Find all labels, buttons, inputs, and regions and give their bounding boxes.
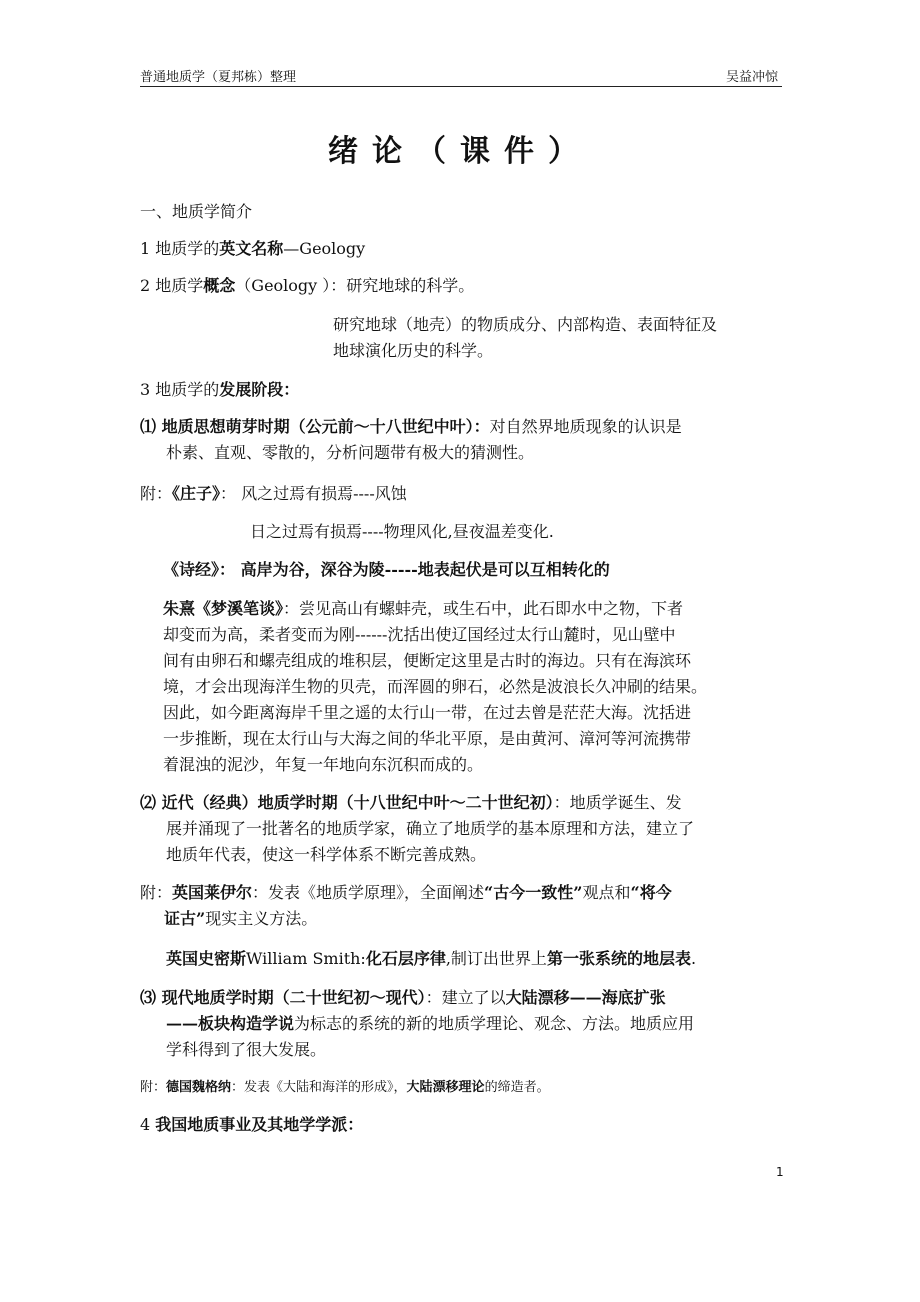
item-1-bold: 英文名称	[219, 239, 284, 258]
zhuangzi-bold: 《庄子》	[172, 484, 221, 503]
zhuangzi-prefix: 附：	[140, 484, 173, 503]
zhuxi-line: 境，才会出现海洋生物的贝壳，而浑圆的卵石，必然是波浪长久冲刷的结果。	[163, 677, 708, 696]
smith-table: 第一张系统的地层表	[546, 949, 691, 968]
zhuangzi-note	[140, 481, 407, 507]
page-number: 1	[776, 1165, 784, 1179]
lyell-prefix: 附：	[140, 883, 173, 902]
stage-3-title: 现代地质学时期（二十世纪初～现代）	[156, 988, 426, 1007]
wegener-prefix: 附：	[140, 1080, 167, 1095]
lyell-term-2: “将今	[630, 883, 672, 902]
item-4-bold: 我国地质事业及其地学学派：	[155, 1115, 364, 1134]
lyell-text-2: 观点和	[582, 883, 631, 902]
stage-3-text: ：建立了以	[425, 988, 506, 1007]
zhuxi-first: ：尝见高山有螺蚌壳，或生石中，此石即水中之物，下者	[283, 599, 684, 618]
item-3-bold: 发展阶段：	[219, 380, 300, 399]
stage-2-line	[140, 790, 694, 816]
section-heading-1: 一、地质学简介	[140, 202, 253, 221]
zhuangzi-line2: 日之过焉有损焉----物理风化,昼夜温差变化.	[250, 522, 554, 541]
item-2-suffix: （Geology ）：研究地球的科学。	[235, 276, 475, 295]
smith-note	[166, 946, 696, 972]
stage-2-text: ：地质学诞生、发	[553, 793, 682, 812]
smith-name: 英国史密斯	[166, 949, 247, 968]
item-2	[140, 273, 474, 299]
wegener-text: ：发表《大陆和海洋的形成》，	[231, 1080, 407, 1095]
definition-line: 地球演化历史的科学。	[333, 341, 494, 360]
stage-3	[140, 985, 694, 1063]
stage-2-line: 展并涌现了一批著名的地质学家，确立了地质学的基本原理和方法，建立了	[166, 819, 695, 838]
stage-1-label: ⑴	[140, 417, 157, 436]
zhuxi-line: 却变而为高，柔者变而为刚------沈括出使辽国经过太行山麓时，见山壁中	[163, 625, 676, 644]
zhuxi-line: 一步推断，现在太行山与大海之间的华北平原，是由黄河、漳河等河流携带	[163, 729, 692, 748]
lyell-suffix: 现实主义方法。	[205, 909, 318, 928]
lyell-name: 英国莱伊尔	[172, 883, 253, 902]
zhuxi-line: 着混浊的泥沙，年复一年地向东沉积而成的。	[163, 755, 484, 774]
stage-3-line	[140, 985, 694, 1011]
item-2-prefix: 2 地质学	[140, 276, 204, 295]
stage-2-label: ⑵	[140, 793, 157, 812]
stage-2	[140, 790, 694, 868]
lyell-term-2b: 证古”	[164, 909, 206, 928]
stage-3-term: 大陆漂移——海底扩张	[505, 988, 666, 1007]
smith-law: 化石层序律	[365, 949, 446, 968]
wegener-note	[140, 1075, 550, 1101]
item-1	[140, 236, 365, 262]
zhuxi-line: 因此，如今距离海岸千里之遥的太行山一带，在过去曾是茫茫大海。沈括进	[163, 703, 692, 722]
item-4-prefix: 4	[140, 1115, 156, 1134]
wegener-suffix: 的缔造者。	[484, 1080, 550, 1095]
stage-1-line2: 朴素、直观、零散的，分析问题带有极大的猜测性。	[166, 443, 535, 462]
wegener-theory: 大陆漂移理论	[406, 1080, 485, 1095]
stage-1-text: 对自然界地质现象的认识是	[489, 417, 682, 436]
item-2-bold: 概念	[203, 276, 236, 295]
header-left: 普通地质学（夏邦栋）整理	[140, 70, 297, 85]
smith-text: ,制订出世界上	[445, 949, 547, 968]
lyell-term-1: “古今一致性”	[484, 883, 583, 902]
stage-1	[140, 414, 682, 466]
lyell-line2	[140, 906, 672, 932]
zhuxi-line: 间有由卵石和螺壳组成的堆积层，便断定这里是古时的海边。只有在海滨环	[163, 651, 692, 670]
item-2-definition	[333, 312, 717, 364]
item-1-prefix: 1 地质学的	[140, 239, 220, 258]
stage-3-line3: 学科得到了很大发展。	[166, 1040, 327, 1059]
page-header	[140, 66, 782, 87]
item-4	[140, 1112, 363, 1138]
wegener-name: 德国魏格纳	[166, 1080, 232, 1095]
page-title: 绪论（课件）	[328, 134, 592, 169]
smith-suffix: .	[690, 949, 697, 968]
zhuangzi-text: ： 风之过焉有损焉----风蚀	[220, 484, 407, 503]
item-1-suffix: —Geology	[283, 239, 366, 258]
stage-3-label: ⑶	[140, 988, 157, 1007]
stage-2-title: 近代（经典）地质学时期（十八世纪中叶～二十世纪初）	[156, 793, 554, 812]
lyell-line	[140, 880, 672, 906]
stage-3-term-2: ——板块构造学说	[166, 1014, 295, 1033]
smith-en: William Smith:	[246, 949, 366, 968]
shijing-note: 《诗经》： 高岸为谷，深谷为陵-----地表起伏是可以互相转化的	[163, 560, 610, 579]
lyell-note	[140, 880, 672, 932]
stage-2-line: 地质年代表，使这一科学体系不断完善成熟。	[166, 845, 487, 864]
definition-line: 研究地球（地壳）的物质成分、内部构造、表面特征及	[333, 315, 718, 334]
stage-1-title: 地质思想萌芽时期（公元前～十八世纪中叶）：	[156, 417, 490, 436]
zhuxi-paragraph	[163, 596, 803, 778]
item-3-prefix: 3 地质学的	[140, 380, 220, 399]
header-right: 吴益冲惊	[725, 70, 778, 85]
lyell-text: ：发表《地质学原理》，全面阐述	[252, 883, 485, 902]
stage-1-line	[140, 414, 682, 440]
item-3	[140, 377, 299, 403]
stage-3-line2	[140, 1011, 694, 1037]
stage-3-text-2: 为标志的系统的新的地质学理论、观念、方法。地质应用	[294, 1014, 695, 1033]
zhuxi-line	[163, 596, 803, 622]
zhuxi-bold: 朱熹《梦溪笔谈》	[163, 599, 284, 618]
